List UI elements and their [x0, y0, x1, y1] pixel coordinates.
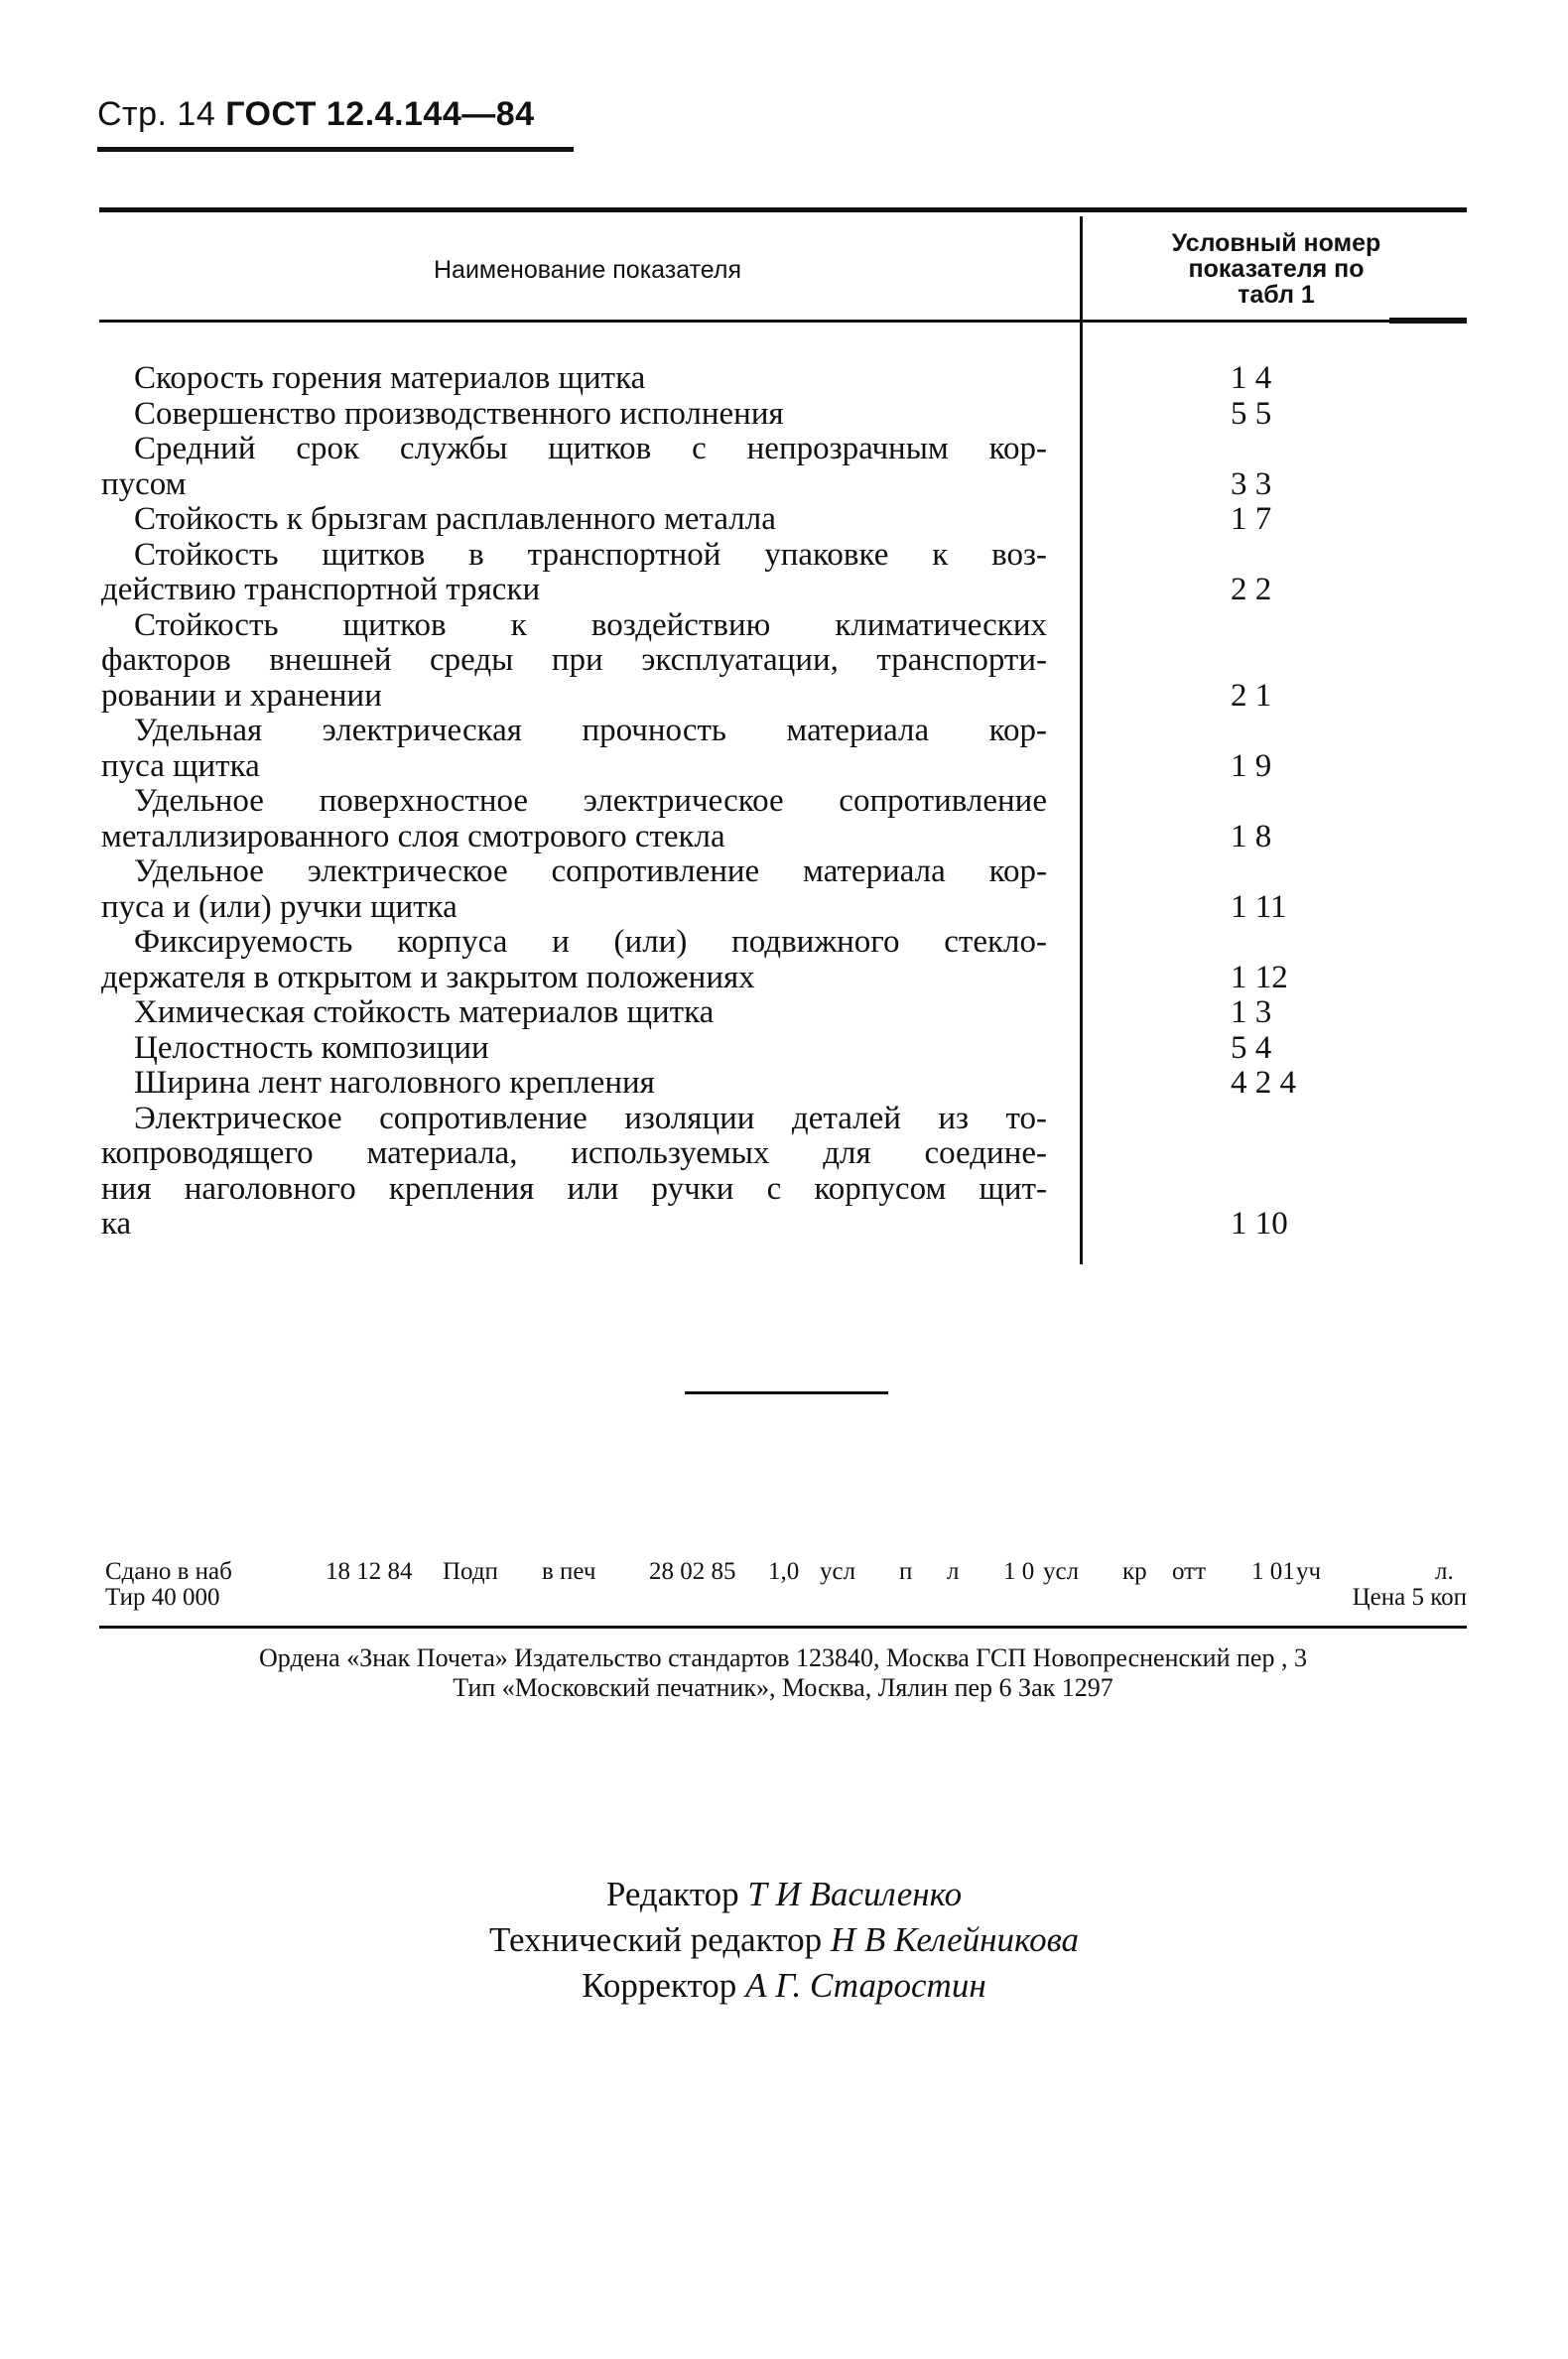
imprint-token: 1 0	[1003, 1558, 1035, 1585]
indicator-number: 1 4	[1231, 360, 1272, 396]
imprint-token: 18 12 84	[326, 1558, 413, 1585]
price: Цена 5 коп	[1352, 1584, 1467, 1611]
table-top-rule	[99, 207, 1467, 212]
indicator-line: пуса и (или) ручки щитка	[101, 888, 457, 925]
printer-line: Тип «Московский печатник», Москва, Лялин пер 6 Зак 1297	[453, 1673, 1113, 1702]
table-column-divider	[1080, 216, 1083, 1264]
table-names-column	[101, 360, 1047, 1243]
indicator-line: пусом	[101, 465, 187, 502]
publisher-footer	[99, 1643, 1467, 1703]
credit-editor	[0, 1872, 1568, 1917]
credit-editor-name: Т И Василенко	[747, 1875, 963, 1913]
imprint-token: 1,0	[768, 1558, 800, 1585]
header-rule	[97, 147, 574, 152]
indicator-number: 1 12	[1231, 959, 1288, 995]
indicator-line: пуса щитка	[101, 747, 260, 784]
indicator-line: копроводящего материала, используемых для соедине-	[101, 1135, 1047, 1171]
indicator-line: Скорость горения материалов щитка	[134, 360, 646, 396]
page-header	[97, 95, 535, 134]
imprint-token: Сдано в наб	[105, 1558, 232, 1585]
indicator-number: 5 4	[1231, 1029, 1272, 1066]
credit-corrector	[0, 1963, 1568, 2009]
imprint-line-1	[105, 1558, 1467, 1584]
indicator-number	[1231, 538, 1389, 574]
indicator-line: факторов внешней среды при эксплуатации, транспорти-	[101, 642, 1047, 678]
imprint-token: усл	[1043, 1558, 1080, 1585]
col-header-number	[1088, 230, 1465, 308]
indicator-line: Ширина лент наголовного крепления	[134, 1065, 655, 1101]
indicator-number: 1 11	[1231, 888, 1287, 925]
imprint-token: 1 01	[1251, 1558, 1295, 1585]
indicator-number	[1231, 1172, 1389, 1208]
indicator-number: 2 1	[1231, 677, 1272, 714]
page-number: Стр. 14	[97, 95, 216, 133]
indicator-line: Удельное электрическое сопротивление материала кор-	[134, 853, 1047, 889]
indicator-number	[1231, 854, 1389, 890]
indicator-line: металлизированного слоя смотрового стекла	[101, 818, 725, 854]
imprint-block	[105, 1558, 1467, 1612]
imprint-token: в печ	[542, 1558, 596, 1585]
imprint-line-2	[105, 1584, 1467, 1612]
indicator-line: ровании и хранении	[101, 677, 382, 714]
indicator-line: ния наголовного крепления или ручки с корпусом щит-	[101, 1170, 1047, 1207]
indicator-line: действию транспортной тряски	[101, 572, 541, 607]
indicator-number	[1231, 608, 1389, 644]
imprint-token: 28 02 85	[649, 1558, 736, 1585]
col-header-number-line: показателя по	[1188, 255, 1365, 283]
table-numbers-column	[1231, 361, 1389, 1243]
indicator-number	[1231, 1102, 1389, 1137]
credit-editor-label: Редактор	[605, 1875, 739, 1913]
indicator-line: ка	[101, 1206, 132, 1242]
imprint-token: Подп	[443, 1558, 498, 1585]
indicator-number: 1 10	[1231, 1206, 1288, 1242]
credit-corr-label: Корректор	[582, 1966, 737, 2005]
indicator-number: 5 5	[1231, 395, 1272, 432]
publisher-line: Ордена «Знак Почета» Издательство стандартов 123840, Москва ГСП Новопресненский пер , 3	[259, 1643, 1307, 1672]
imprint-token: уч	[1296, 1558, 1322, 1585]
indicator-line: держателя в открытом и закрытом положениях	[101, 959, 755, 995]
indicator-number	[1231, 784, 1389, 820]
imprint-token: усл	[820, 1558, 856, 1585]
imprint-token: кр	[1122, 1558, 1147, 1585]
indicator-number: 2 2	[1231, 572, 1272, 607]
table-header-rule-thick	[1389, 318, 1467, 324]
credit-tech-editor	[0, 1917, 1568, 1963]
indicator-line: Стойкость щитков в транспортной упаковке к воз-	[134, 536, 1047, 573]
indicator-line: Средний срок службы щитков с непрозрачным кор-	[134, 431, 1047, 466]
indicator-line: Химическая стойкость материалов щитка	[134, 994, 715, 1030]
indicator-line: Стойкость щитков к воздействию климатических	[134, 606, 1047, 643]
indicator-line: Стойкость к брызгам расплавленного металла	[134, 501, 776, 537]
table-header-rule	[99, 320, 1467, 323]
col-header-name: Наименование показателя	[434, 256, 741, 284]
indicator-number	[1231, 1136, 1389, 1172]
indicator-number: 1 7	[1231, 501, 1272, 537]
indicator-line: Удельная электрическая прочность материала кор-	[134, 713, 1047, 748]
col-header-number-line: табл 1	[1238, 281, 1315, 309]
imprint-token: л.	[1435, 1558, 1454, 1585]
indicator-line: Целостность композиции	[134, 1029, 489, 1066]
indicator-number: 1 3	[1231, 994, 1272, 1030]
imprint-token: п	[899, 1558, 913, 1585]
credit-corr-name: А Г. Старостин	[745, 1966, 986, 2005]
indicator-number: 3 3	[1231, 465, 1272, 502]
indicator-number	[1231, 643, 1389, 679]
imprint-rule	[99, 1626, 1467, 1629]
indicator-number	[1231, 925, 1389, 961]
standard-number: ГОСТ 12.4.144—84	[225, 95, 535, 133]
indicator-number	[1231, 432, 1389, 467]
imprint-token: отт	[1172, 1558, 1207, 1585]
indicator-line: Удельное поверхностное электрическое сопротивление	[134, 783, 1047, 819]
credit-tech-name: Н В Келейникова	[830, 1920, 1080, 1959]
indicator-number	[1231, 714, 1389, 749]
col-header-number-line: Условный номер	[1171, 229, 1381, 257]
indicator-number: 1 8	[1231, 818, 1272, 854]
indicator-line: Фиксируемость корпуса и (или) подвижного стекло-	[134, 924, 1047, 960]
end-separator	[685, 1391, 888, 1394]
credits-block	[0, 1872, 1568, 2009]
indicator-number: 1 9	[1231, 747, 1272, 784]
print-run: Тир 40 000	[105, 1584, 220, 1611]
indicator-line: Совершенство производственного исполнения	[134, 395, 784, 432]
imprint-token: л	[947, 1558, 960, 1585]
indicator-number: 4 2 4	[1231, 1065, 1296, 1101]
indicator-line: Электрическое сопротивление изоляции деталей из то-	[134, 1100, 1047, 1136]
credit-tech-label: Технический редактор	[488, 1920, 823, 1959]
